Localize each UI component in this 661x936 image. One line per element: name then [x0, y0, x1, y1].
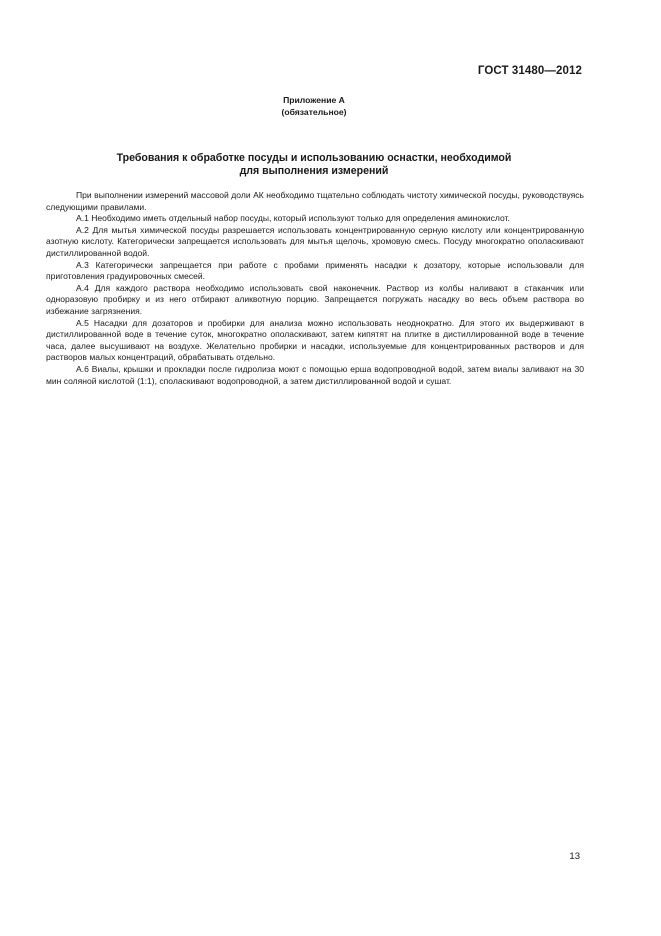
appendix-status: (обязательное)	[281, 107, 347, 117]
section-title-line-2: для выполнения измерений	[239, 165, 389, 177]
appendix-label: Приложение А	[283, 95, 345, 105]
standard-code: ГОСТ 31480—2012	[477, 65, 582, 77]
paragraph-a5: А.5 Насадки для дозаторов и пробирки для анализа можно использовать неоднократно. Для этого их выдерживают в дистиллированной воде в течение суток, многократно ополаскивают, затем кипятят на плитке в дистиллированной воде в течение часа, далее высушивают на воздухе. Желательно пробирки и насадки, используемые для концентрированных растворов и для растворов малых концентраций, обрабатывать отдельно.	[46, 317, 584, 363]
paragraph-a2: А.2 Для мытья химической посуды разрешается использовать концентрированную серную кислоту или концентрированную азотную кислоту. Категорически запрещается использовать для мытья щелочь, хромовую смесь. Посуду многократно ополаскивают дистиллированной водой.	[46, 224, 584, 258]
paragraph-a6: А.6 Виалы, крышки и прокладки после гидролиза моют с помощью ерша водопроводной водой, затем виалы заливают на 30 мин соляной кислотой (1:1), споласкивают водопроводной, а затем дистиллированной водой и сушат.	[46, 363, 584, 386]
page-number: 13	[569, 851, 580, 862]
section-title-line-1: Требования к обработке посуды и использованию оснастки, необходимой	[116, 152, 512, 164]
paragraph-a3: А.3 Категорически запрещается при работе с пробами применять насадки к дозатору, которые использовали для приготовления градуировочных смесей.	[46, 259, 584, 282]
section-title	[40, 152, 588, 178]
appendix-heading	[0, 94, 628, 118]
body-text	[46, 190, 584, 387]
paragraph-a4: А.4 Для каждого раствора необходимо использовать свой наконечник. Раствор из колбы наливают в стаканчик или одноразовую пробирку и из него отбирают аликвотную порцию. Запрещается погружать насадку во весь объем раствора во избежание загрязнения.	[46, 282, 584, 316]
paragraph-a1: А.1 Необходимо иметь отдельный набор посуды, который используют только для определения аминокислот.	[76, 213, 510, 224]
paragraph-intro: При выполнении измерений массовой доли АК необходимо тщательно соблюдать чистоту химической посуды, руководствуясь следующими правилами.	[46, 190, 584, 212]
